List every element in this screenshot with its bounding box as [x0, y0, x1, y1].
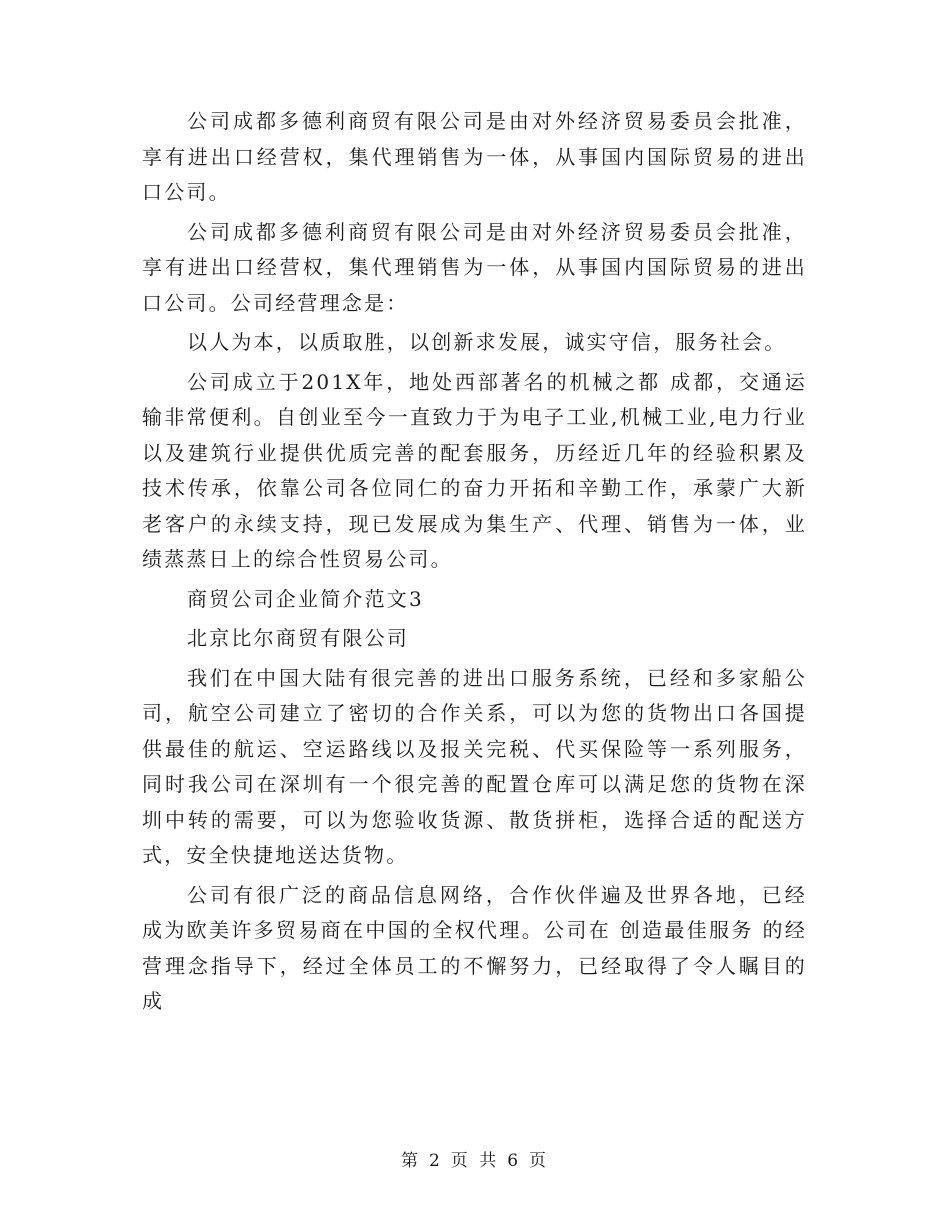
paragraph-3: 以人为本，以质取胜，以创新求发展，诚实守信，服务社会。 — [187, 330, 787, 354]
paragraph-1: 公司成都多德利商贸有限公司是由对外经济贸易委员会批准，享有进出口经营权，集代理销售为一体，从事国内国际贸易的进出口公司。 — [142, 109, 807, 204]
company-name: 北京比尔商贸有限公司 — [187, 626, 409, 650]
footer-total-pages: 6 — [507, 1151, 522, 1171]
paragraph-2: 公司成都多德利商贸有限公司是由对外经济贸易委员会批准，享有进出口经营权，集代理销售为一体，从事国内国际贸易的进出口公司。公司经营理念是： — [142, 219, 807, 315]
footer-middle: 页 共 — [450, 1151, 500, 1171]
paragraph-7: 我们在中国大陆有很完善的进出口服务系统，已经和多家船公司，航空公司建立了密切的合作关系，可以为您的货物出口各国提供最佳的航运、空运路线以及报关完税、代买保险等一系列服务，同时我公司在深圳有一个很完善的配置仓库可以满足您的货物在深圳中转的需要，可以为您验收货源、散货拼柜，选择合适的配送方式，安全快捷地送达货物。 — [142, 665, 807, 867]
footer-page-number: 2 — [428, 1151, 443, 1171]
document-body — [142, 104, 807, 1024]
page-footer — [0, 1146, 950, 1171]
paragraph-8: 公司有很广泛的商品信息网络，合作伙伴遍及世界各地，已经成为欧美许多贸易商在中国的全权代理。公司在 创造最佳服务 的经营理念指导下，经过全体员工的不懈努力，已经取得了令人瞩目的成 — [142, 882, 807, 1013]
footer-prefix: 第 — [400, 1151, 421, 1171]
paragraph-4: 公司成立于201X年，地处西部著名的机械之都 成都，交通运输非常便利。自创业至今一直致力于为电子工业,机械工业,电力行业以及建筑行业提供优质完善的配套服务，历经近几年的经验积累及技术传承，依靠公司各位同仁的奋力开拓和辛勤工作，承蒙广大新老客户的永续支持，现已发展成为集生产、代理、销售为一体，业绩蒸蒸日上的综合性贸易公司。 — [142, 369, 807, 571]
footer-suffix: 页 — [529, 1151, 550, 1171]
section-heading: 商贸公司企业简介范文3 — [187, 586, 424, 611]
